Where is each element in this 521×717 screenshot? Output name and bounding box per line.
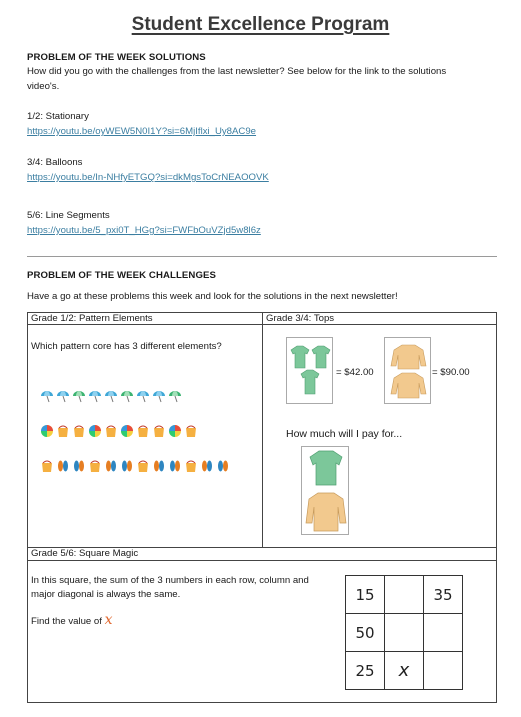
solution-label-34: 3/4: Balloons: [27, 157, 83, 168]
shirt-and-jumper-icon: [302, 447, 350, 536]
magic-cell: 25: [346, 652, 385, 690]
solution-label-12: 1/2: Stationary: [27, 111, 89, 122]
g56-line1: In this square, the sum of the 3 numbers in each row, column and: [31, 575, 309, 586]
challenges-heading: PROBLEM OF THE WEEK CHALLENGES: [27, 270, 217, 281]
umbrella-icon: [56, 389, 70, 403]
g56-find: [31, 613, 113, 629]
jumpers-price: = $90.00: [432, 367, 470, 378]
bucket-icon: [152, 424, 166, 438]
flipflops-icon: [120, 459, 134, 473]
magic-cell: [385, 614, 424, 652]
umbrella-icon: [168, 389, 182, 403]
g56-find-text: Find the value of: [31, 616, 102, 627]
solutions-intro-line1: How did you go with the challenges from the last newsletter? See below for the link to the solutions: [27, 66, 447, 77]
flipflops-icon: [152, 459, 166, 473]
magic-cell-x: x: [385, 652, 424, 690]
beach-ball-icon: [120, 424, 134, 438]
umbrella-icon: [152, 389, 166, 403]
page-title: Student Excellence Program: [131, 14, 390, 35]
bucket-icon: [136, 459, 150, 473]
bucket-icon: [184, 424, 198, 438]
bucket-icon: [104, 424, 118, 438]
solution-link-56[interactable]: https://youtu.be/5_pxi0T_HGg?si=FWFbOuVZjd5w8l6z: [27, 225, 261, 236]
shirts-group: [286, 337, 333, 404]
solution-link-12[interactable]: https://youtu.be/oyWEW5N0I1Y?si=6MjIflxi_Uy8AC9e: [27, 126, 257, 137]
flipflops-icon: [56, 459, 70, 473]
magic-cell: [424, 652, 463, 690]
umbrella-icon: [120, 389, 134, 403]
flipflops-icon: [216, 459, 230, 473]
magic-square: [345, 575, 463, 690]
umbrella-icon: [40, 389, 54, 403]
bucket-icon: [88, 459, 102, 473]
x-variable: x: [104, 612, 113, 628]
bucket-icon: [184, 459, 198, 473]
magic-cell: [385, 576, 424, 614]
solution-label-56: 5/6: Line Segments: [27, 210, 110, 221]
beach-ball-icon: [168, 424, 182, 438]
g34-header: Grade 3/4: Tops: [266, 313, 335, 324]
magic-cell: [424, 614, 463, 652]
flipflops-icon: [72, 459, 86, 473]
bucket-icon: [56, 424, 70, 438]
umbrella-icon: [136, 389, 150, 403]
flipflops-icon: [168, 459, 182, 473]
solutions-heading: PROBLEM OF THE WEEK SOLUTIONS: [27, 52, 206, 63]
solution-link-34[interactable]: https://youtu.be/In-NHfyETGQ?si=dkMgsToCrNEAOOVK: [27, 172, 269, 183]
shirt-icon: [287, 338, 334, 405]
jumpers-group: [384, 337, 431, 404]
bucket-icon: [136, 424, 150, 438]
umbrella-icon: [88, 389, 102, 403]
pattern-row-umbrellas: [40, 389, 182, 403]
beach-ball-icon: [40, 424, 54, 438]
bucket-icon: [40, 459, 54, 473]
g56-line2: major diagonal is always the same.: [31, 589, 181, 600]
divider: [27, 256, 497, 257]
pattern-row-balls-buckets: [40, 424, 198, 438]
question-items: [301, 446, 349, 535]
g56-header: Grade 5/6: Square Magic: [31, 548, 139, 559]
magic-cell: 35: [424, 576, 463, 614]
magic-cell: 50: [346, 614, 385, 652]
g12-header: Grade 1/2: Pattern Elements: [31, 313, 153, 324]
magic-cell: 15: [346, 576, 385, 614]
challenges-intro: Have a go at these problems this week and look for the solutions in the next newsletter!: [27, 291, 398, 302]
umbrella-icon: [72, 389, 86, 403]
solutions-intro-line2: video's.: [27, 81, 60, 92]
umbrella-icon: [104, 389, 118, 403]
flipflops-icon: [104, 459, 118, 473]
pattern-row-buckets-flipflops: [40, 459, 230, 473]
flipflops-icon: [200, 459, 214, 473]
beach-ball-icon: [88, 424, 102, 438]
bucket-icon: [72, 424, 86, 438]
g34-question: How much will I pay for...: [286, 428, 403, 440]
jumper-icon: [385, 338, 432, 405]
g12-question: Which pattern core has 3 different elements?: [31, 341, 222, 352]
shirts-price: = $42.00: [336, 367, 374, 378]
